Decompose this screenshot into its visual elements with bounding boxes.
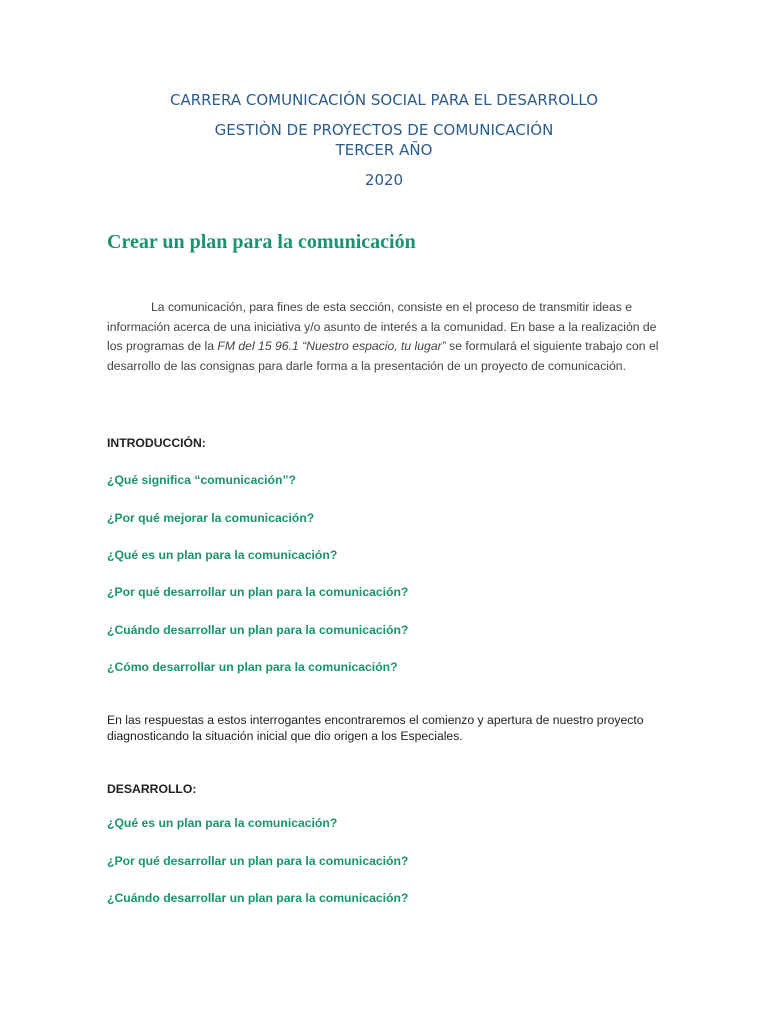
header-career: CARRERA COMUNICACIÓN SOCIAL PARA EL DESARROLLO: [169, 91, 599, 109]
intro-text-start: La comunicación, para fines de esta sección, consiste en el proceso de transmitir ideas e información acerca de una iniciativa y/o asunto de interés a la comunidad. En base a la realización de los programas de la: [107, 300, 657, 353]
intro-text-end: se formulará el siguiente trabajo con el desarrollo de las consignas para darle forma a la presentación de un proyecto de comunicación.: [107, 339, 659, 373]
desarrollo-question: ¿Por qué desarrollar un plan para la comunicación?: [107, 854, 409, 868]
introduccion-heading: INTRODUCCIÓN:: [107, 436, 206, 450]
intro-closing-paragraph: En las respuestas a estos interrogantes encontraremos el comienzo y apertura de nuestro proyecto diagnosticando la situación inicial que dio origen a los Especiales.: [107, 713, 644, 743]
intro-paragraph: [107, 298, 663, 376]
desarrollo-heading: DESARROLLO:: [107, 782, 197, 796]
document-title: Crear un plan para la comunicación: [107, 231, 416, 253]
header-year-level: TERCER AÑO: [335, 141, 433, 159]
intro-question: ¿Cuándo desarrollar un plan para la comunicación?: [107, 623, 409, 637]
intro-text-program: FM del 15 96.1 “Nuestro espacio, tu lugar”: [217, 339, 446, 353]
intro-question: ¿Qué es un plan para la comunicación?: [107, 548, 338, 562]
header-year: 2020: [364, 171, 404, 189]
intro-question: ¿Qué significa “comunicación”?: [107, 473, 296, 487]
intro-question: ¿Por qué desarrollar un plan para la comunicación?: [107, 585, 409, 599]
desarrollo-question: ¿Qué es un plan para la comunicación?: [107, 816, 338, 830]
header-course: GESTIÒN DE PROYECTOS DE COMUNICACIÓN: [214, 121, 554, 139]
desarrollo-question: ¿Cuándo desarrollar un plan para la comunicación?: [107, 891, 409, 905]
intro-question: ¿Por qué mejorar la comunicación?: [107, 511, 315, 525]
intro-question: ¿Cómo desarrollar un plan para la comunicación?: [107, 660, 398, 674]
